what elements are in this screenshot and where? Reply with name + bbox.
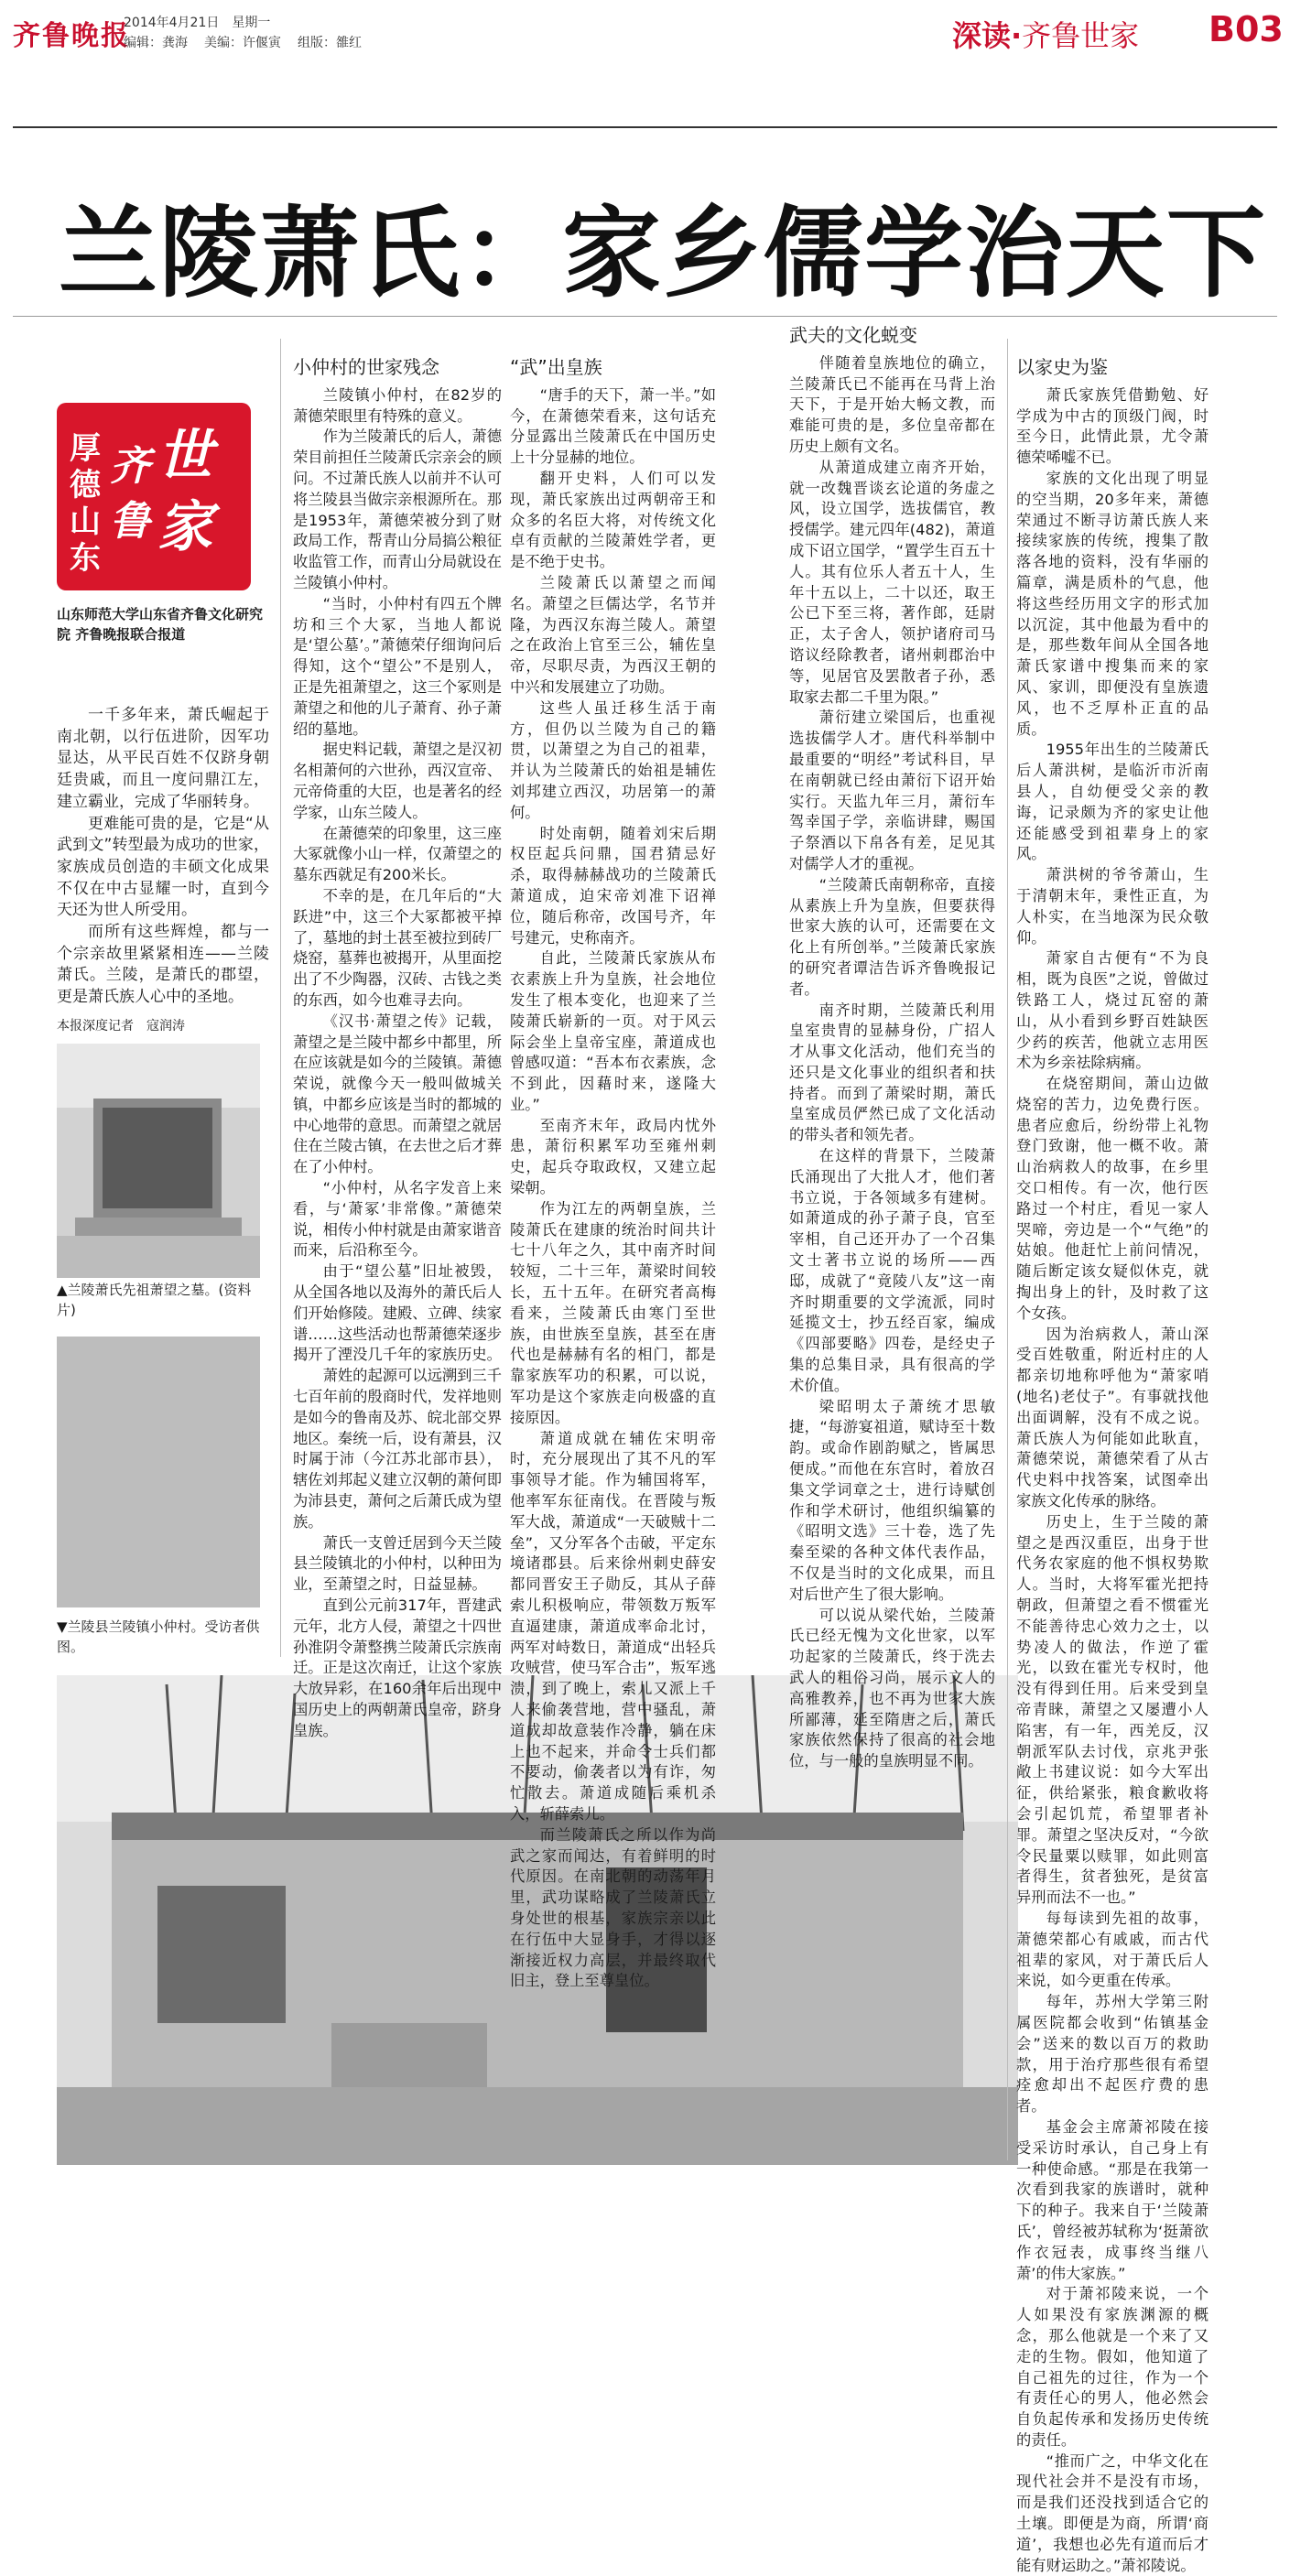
paragraph: 《汉书·萧望之传》记载，萧望之是兰陵中都乡中都里，所在应该就是如今的兰陵镇。萧德荣说，就像今天一般叫做城关镇，中都乡应该是当时的都城的中心地带的意思。而萧望之就居住在兰陵古镇，在去世之后才葬在了小仲村。 [293,1012,502,1176]
tomb-photo [57,1044,260,1278]
paragraph: 梁昭明太子萧统才思敏捷，“每游宴祖道，赋诗至十数韵。或命作剧韵赋之，皆属思便成。”而他在东宫时，着放召集文学词章之士，进行诗赋创作和学术研讨，他组织编纂的《昭明文选》三十卷，选了先秦至梁的各种文体代表作品，不仅是当时的文化成果，而且对后世产生了很大影响。 [789,1397,995,1603]
paragraph: 家族的文化出现了明显的空当期，20多年来，萧德荣通过不断寻访萧氏族人来接续家族的传统，搜集了散落各地的资料，没有华丽的篇章，满是质朴的气息，他将这些经历用文字的形式加以沉淀，其中他最为看中的是，那些数年间从全国各地萧氏家谱中搜集而来的家风、家训，即便没有皇族遗风，也不乏厚朴正直的品质。 [1016,469,1209,738]
paragraph: 时处南朝，随着刘宋后期权臣起兵问鼎，国君猜忌好杀，取得赫赫战功的兰陵萧氏萧道成，迫宋帝刘准下诏禅位，随后称帝，改国号齐，年号建元，史称南齐。 [510,824,716,947]
column-divider [1007,339,1008,2160]
paragraph: 萧家自古便有“不为良相，既为良医”之说，曾做过铁路工人，烧过瓦窑的萧山，从小看到乡野百姓缺医少药的疾苦，他就立志用医术为乡亲祛除病痛。 [1016,949,1209,1072]
column-seal-logo [57,403,251,590]
headline: 兰陵萧氏：家乡儒学治天下 [59,196,1268,311]
tomb-photo-illustration [57,1044,260,1278]
column-4 [1016,357,1209,2576]
section-dot: · [1011,18,1023,53]
section-heading-culture: 武夫的文化蜕变 [789,324,917,346]
paragraph: 作为江左的两朝皇族，兰陵萧氏在建康的统治时间共计七十八年之久，其中南齐时间较短，二十三年，萧梁时间较长，五十五年。在研究者高梅看来，兰陵萧氏由寒门至世族，由世族至皇族，甚至在唐代也是赫赫有名的相门，都是靠家族军功的积累，可以说，军功是这个家族走向极盛的直接原因。 [510,1199,716,1426]
newspaper-logo: 齐鲁晚报 [13,20,130,52]
paragraph: 从萧道成建立南齐开始，就一改魏晋谈玄论道的务虚之风，设立国学，选拔儒官，教授儒学。建元四年(482)，萧道成下诏立国学，“置学生百五十人。其有位乐人者五十人，生年十五以上，二十以还，取王公已下至三将，著作郎，廷尉正，太子舍人，领护诸府司马谘议经除教者，诸州刺郡治中等，见居官及罢散者子孙，悉取家去都二千里为限。” [789,458,995,706]
paragraph: 每年，苏州大学第三附属医院都会收到“佑镇基金会”送来的数以百万的救助款，用于治疗那些很有希望痊愈却出不起医疗费的患者。 [1016,1993,1209,2116]
headline-rule [13,316,1277,317]
paragraph: 翻开史料，人们可以发现，萧氏家族出过两朝帝王和众多的名臣大将，对传统文化卓有贡献的兰陵萧姓学者，更是不绝于史书。 [510,469,716,571]
column-2 [510,357,716,1992]
paragraph: 因为治病救人，萧山深受百姓敬重，附近村庄的人都亲切地称呼他为“萧家哨(地名)老仗子”。有事就找他出面调解，没有不成之说。萧氏族人为何能如此耿直，萧德荣说，萧德荣看了从古代史料中找答案，试图牵出家族文化传承的脉络。 [1016,1325,1209,1510]
page-number: B03 [1209,9,1284,49]
paragraph: “小仲村，从名字发音上来看，与‘萧冢’非常像。”萧德荣说，相传小仲村就是由萧家谐音而来，后沿称至今。 [293,1179,502,1260]
column-1 [293,357,502,1742]
intro-paragraph: 更难能可贵的是，它是“从武到文”转型最为成功的世家，家族成员创造的丰硕文化成果不仅在中古显耀一时，直到今天还为世人所受用。 [57,814,269,920]
paragraph: 萧姓的起源可以远溯到三千七百年前的殷商时代，发祥地则是如今的鲁南及苏、皖北部交界地区。秦统一后，设有萧县，汉时属于沛（今江苏北部市县），辖佐刘邦起义建立汉朝的萧何即为沛县吏，萧何之后萧氏成为望族。 [293,1367,502,1531]
paragraph: 据史料记载，萧望之是汉初名相萧何的六世孙，西汉宣帝、元帝倚重的大臣，也是著名的经学家，山东兰陵人。 [293,741,502,821]
seal-text-left: 厚德山东 [70,430,101,577]
paragraph: “兰陵萧氏南朝称帝，直接从素族上升为皇族，但要获得世家大族的认可，还需要在文化上有所创举。”兰陵萧氏家族的研究者谭洁告诉齐鲁晚报记者。 [789,875,995,998]
seal-text-right-top: 世 [157,424,212,488]
paragraph: “当时，小仲村有四五个牌坊和三个大冢，当地人都说是‘望公墓’。”萧德荣仔细询问后得知，这个“望公”不是别人，正是先祖萧望之，这三个冢则是萧望之和他的儿子萧育、孙子萧绍的墓地。 [293,594,502,738]
paragraph: 在这样的背景下，兰陵萧氏涌现出了大批人才，他们著书立说，于各领域多有建树。如萧道成的孙子萧子良，官至宰相，自己还开办了一个召集文士著书立说的场所——西邸，成就了“竟陵八友”这一南齐时期重要的文学流派，同时延揽文士，抄五经百家，编成《四部要略》四卷，是经史子集的总集目录，具有很高的学术价值。 [789,1147,995,1394]
intro-paragraph: 一千多年来，萧氏崛起于南北朝，以行伍进阶，因军功显达，从平民百姓不仅跻身朝廷贵戚，而且一度问鼎江左，建立霸业，完成了华丽转身。 [57,706,269,811]
issue-date [124,13,283,31]
paragraph: 历史上，生于兰陵的萧望之是西汉重臣，出身于世代务农家庭的他不惧权势欺人。当时，大将军霍光把持朝政，但萧望之看不惯霍光不能善待忠心效力之士，以势凌人的做法，作逆了霍光，以致在霍光专权时，他没有得到任用。后来受到皇帝青睐，萧望之又屡遭小人陷害，有一年，西羌反，汉朝派军队去讨伐，京兆尹张敞上书建议说：如今大军出征，供给紧张，粮食歉收将会引起饥荒，希望罪者补罪。萧望之坚决反对，“今欲令民量粟以赎罪，如此则富者得生，贫者独死，是贫富异刑而法不一也。” [1016,1512,1209,1907]
layout-editor: 组版：雒红 [298,36,362,50]
editor-credits [124,33,378,51]
paragraph: 这些人虽迁移生活于南方，但仍以兰陵为自己的籍贯，以萧望之为自己的祖辈，并认为兰陵萧氏的始祖是辅佐刘邦建立西汉，功居第一的萧何。 [510,698,716,821]
paragraph: 基金会主席萧祁陵在接受采访时承认，自己身上有一种使命感。“那是在我第一次看到我家的族谱时，就种下的种子。我来自于‘兰陵萧氏’，曾经被苏轼称为‘挺萧欲作衣冠表，成事终当继八萧’的伟大家族。” [1016,2117,1209,2282]
paragraph: 自此，兰陵萧氏家族从布衣素族上升为皇族，社会地位发生了根本变化，也迎来了兰陵萧氏崭新的一页。对于风云际会坐上皇帝宝座，萧道成也曾感叹道：“吾本布衣素族，念不到此，因藉时来，遂隆大业。” [510,949,716,1113]
paragraph: 萧洪树的爷爷萧山，生于清朝末年，秉性正直，为人朴实，在当地深为民众敬仰。 [1016,866,1209,947]
paragraph: 萧氏一支曾迁居到今天兰陵县兰陵镇北的小仲村，以种田为业，至萧望之时，日益显赫。 [293,1533,502,1594]
section-title [952,13,1139,55]
paragraph: 萧道成就在辅佐宋明帝时，充分展现出了其不凡的军事领导才能。作为辅国将军，他率军东征南伐。在晋陵与叛军大战，萧道成“一天破贼十二垒”，又分军各个击破，平定东境诸郡县。后来徐州刺史薛安都同晋安王子勋反，其从子薛索儿积极响应，带领数万叛军直逼建康，萧道成率命北讨，两军对峙数日，萧道成“出轻兵攻贼营，使马军合击”，叛军逃溃，到了晚上，索儿又派上千人来偷袭营地，营中骚乱，萧道成却故意装作冷静，躺在床上也不起来，并命令士兵们都不要动，偷袭者以为有诈，匆忙散去。萧道成随后乘机杀入，斩薛索儿。 [510,1429,716,1823]
org-credit: 山东师范大学山东省齐鲁文化研究院 齐鲁晚报联合报道 [57,606,264,643]
date: 2014年4月21日 [124,16,220,30]
paragraph: 每每读到先祖的故事，萧德荣都心有戚戚，而古代祖辈的家风，对于萧氏后人来说，如今更重在传承。 [1016,1909,1209,1990]
section-heading-royal: “武”出皇族 [510,356,602,378]
intro-paragraph: 而所有这些辉煌，都与一个宗亲故里紧紧相连——兰陵萧氏。兰陵，是萧氏的郡望，更是萧氏族人心中的圣地。 [57,923,269,1007]
paragraph: “唐手的天下，萧一半。”如今，在萧德荣看来，这句话充分显露出兰陵萧氏在中国历史上十分显赫的地位。 [510,385,716,467]
paragraph: 伴随着皇族地位的确立，兰陵萧氏已不能再在马背上治天下，于是开始大畅文教，而难能可贵的是，多位皇帝都在历史上颇有文名。 [789,353,995,455]
paragraph: 萧氏家族凭借勤勉、好学成为中古的顶级门阀，时至今日，此情此景，尤令萧德荣唏嘘不已。 [1016,385,1209,467]
paragraph: 作为兰陵萧氏的后人，萧德荣目前担任兰陵萧氏宗亲会的顾问。不过萧氏族人以前并不认可将兰陵县当做宗亲根源所在。那是1953年，萧德荣被分到了财政局工作，帮青山分局搞公粮征收监管工作，而青山分局就设在兰陵镇小仲村。 [293,428,502,591]
seal-text-middle: 齐鲁 [110,443,150,545]
seal-text-right-bottom: 家 [157,495,212,559]
photo-caption-tomb: ▲兰陵萧氏先祖萧望之墓。(资料片) [57,1282,252,1318]
paragraph: 而兰陵萧氏之所以作为尚武之家而闻达，有着鲜明的时代原因。在南北朝的动荡年月里，武功谋略成了兰陵萧氏立身处世的根基，家族宗亲以此在行伍中大显身手，才得以逐渐接近权力高层，并最终取代旧主，登上至尊皇位。 [510,1825,716,1990]
paragraph: 不幸的是，在几年后的“大跃进”中，这三个大冢都被平掉了，墓地的封土甚至被拉到砖厂烧窑，墓葬也被揭开，从里面挖出了不少陶器，汉砖、古钱之类的东西，如今也难寻去向。 [293,886,502,1009]
paragraph: 至南齐末年，政局内忧外患，萧衍积累军功至雍州刺史，起兵夺取政权，又建立起梁朝。 [510,1116,716,1197]
paragraph: 直到公元前317年，晋建武元年，北方人侵，萧望之十四世孙淮阴令萧整携兰陵萧氏宗族南迁。正是这次南迁，让这个家族大放异彩，在160余年后出现中国历史上的两朝萧氏皇帝，跻身皇族。 [293,1596,502,1739]
section-deep: 深读 [952,18,1012,53]
header-rule [13,126,1277,128]
column-3 [789,325,995,1772]
paragraph: 兰陵萧氏以萧望之而闻名。萧望之巨儒达学，名节并隆，为西汉东海兰陵人。萧望之在政治上官至三公，辅佐皇帝，尽职尽责，为西汉王朝的中兴和发展建立了功勋。 [510,573,716,696]
editor: 编辑：龚海 [124,36,188,50]
paragraph: 可以说从梁代始，兰陵萧氏已经无愧为文化世家，以军功起家的兰陵萧氏，终于洗去武人的粗俗习尚，展示文人的高雅教养，也不再为世家大族所鄙薄，延至隋唐之后，萧氏家族依然保持了很高的社会地位，与一般的皇族明显不同。 [789,1606,995,1770]
paragraph: 兰陵镇小仲村，在82岁的萧德荣眼里有特殊的意义。 [293,385,502,425]
paragraph: 1955年出生的兰陵萧氏后人萧洪树，是临沂市沂南县人，自幼便受父亲的教诲，记录颇为齐的家史让他还能感受到祖辈身上的家风。 [1016,741,1209,863]
paragraph: 南齐时期，兰陵萧氏利用皇室贵胄的显赫身份，广招人才从事文化活动，他们充当的还只是文化事业的组织者和扶持者。而到了萧梁时期，萧氏皇室成员俨然已成了文化活动的带头者和领先者。 [789,1001,995,1144]
section-name: 齐鲁世家 [1022,18,1140,53]
paragraph: 萧衍建立梁国后，也重视选拔儒学人才。唐代科举制中最重要的“明经”考试科目，早在南朝就已经由萧衍下诏开始实行。天监九年三月，萧衍车驾幸国子学，亲临讲肆，赐国子祭酒以下帛各有差，足见其对儒学人才的重视。 [789,709,995,872]
section-heading-family-history: 以家史为鉴 [1016,356,1108,378]
paragraph: 对于萧祁陵来说，一个人如果没有家族渊源的概念，那么他就是一个来了又走的生物。假如，他知道了自己祖先的过往，作为一个有责任心的男人，他必然会自负起传承和发扬历史传统的责任。 [1016,2285,1209,2449]
village-photo-placeholder [57,1337,260,1607]
paragraph: 由于“望公墓”旧址被毁，从全国各地以及海外的萧氏后人们开始修陵。建殿、立碑、续家谱……这些活动也帮萧德荣逐步揭开了湮没几千年的家族历史。 [293,1262,502,1364]
paragraph: “推而广之，中华文化在现代社会并不是没有市场，而是我们还没找到适合它的土壤。即便是为商，所谓‘商道’，我想也必先有道而后才能有财运助之。”萧祁陵说。 [1016,2452,1209,2574]
photo-caption-village: ▼兰陵县兰陵镇小仲村。受访者供图。 [57,1618,260,1655]
weekday: 星期一 [232,16,271,30]
column-divider [280,339,281,1657]
section-heading-village: 小仲村的世家残念 [293,356,439,378]
paragraph: 在烧窑期间，萧山边做烧窑的苦力，边免费行医。患者应愈后，纷纷带上礼物登门致谢，他一概不收。萧山治病救人的故事，在乡里交口相传。有一次，他行医路过一个村庄，看见一家人哭啼，旁边是一个“气绝”的姑娘。他赶忙上前问情况，随后断定该女疑似休克，就掏出身上的针，及时救了这个女孩。 [1016,1075,1209,1322]
paragraph: 在萧德荣的印象里，这三座大冢就像小山一样，仅萧望之的墓东西就足有200米长。 [293,824,502,884]
reporter-byline: 本报深度记者 寇润涛 [57,1019,185,1034]
art-editor: 美编：许偃寅 [204,36,281,50]
intro-lead [57,705,269,1009]
